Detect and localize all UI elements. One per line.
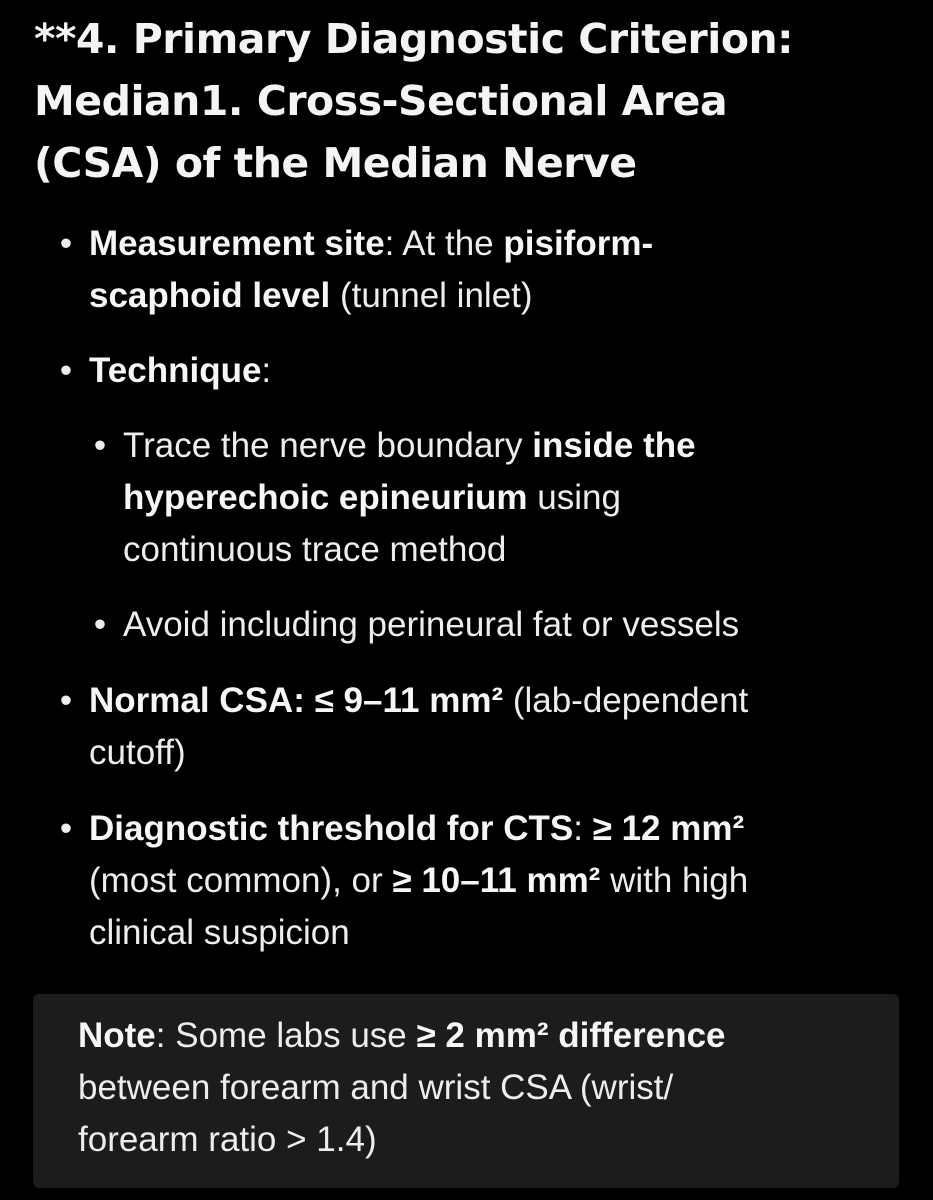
bullet-icon: • — [93, 605, 107, 644]
separator: : — [155, 1016, 176, 1055]
sub-item-trace — [93, 420, 913, 576]
bullet-icon: • — [59, 681, 73, 720]
threshold-text-3: clinical suspicion — [89, 913, 350, 952]
measurement-site-text-2: (tunnel inlet) — [330, 276, 533, 315]
trace-bold-2: hyperechoic epineurium — [123, 478, 528, 517]
note-label: Note — [78, 1016, 156, 1055]
list-item-normal-csa — [59, 675, 909, 779]
normal-csa-text-2: cutoff) — [89, 733, 186, 772]
threshold-text-2: with high — [600, 861, 749, 900]
measurement-site-bold-2: scaphoid level — [89, 276, 331, 315]
measurement-site-label: Measurement site — [89, 224, 385, 263]
bullet-icon: • — [93, 426, 107, 465]
threshold-text-1: (most common), or — [89, 861, 393, 900]
note-bold: ≥ 2 mm² difference — [416, 1016, 726, 1055]
bullet-icon: • — [59, 809, 73, 848]
measurement-site-bold: pisiform- — [503, 224, 654, 263]
trace-text-3: continuous trace method — [123, 530, 507, 569]
measurement-site-text: At the — [402, 224, 504, 263]
trace-text-2: using — [527, 478, 621, 517]
heading-line-2: Median1. Cross-Sectional Area — [34, 77, 728, 125]
separator: : — [384, 224, 403, 263]
note-text-1: Some labs use — [175, 1016, 417, 1055]
heading-line-3: (CSA) of the Median Nerve — [34, 139, 637, 187]
separator: : — [261, 351, 272, 390]
sub-item-avoid — [93, 599, 913, 651]
bullet-icon: • — [59, 224, 73, 263]
separator: : — [293, 681, 315, 720]
note-text-3: forearm ratio > 1.4) — [78, 1120, 377, 1159]
section-heading — [34, 8, 914, 194]
trace-bold-1: inside the — [532, 426, 696, 465]
avoid-text: Avoid including perineural fat or vessels — [123, 605, 740, 644]
threshold-value-1: ≥ 12 mm² — [592, 809, 745, 848]
threshold-label: Diagnostic threshold for CTS — [89, 809, 574, 848]
note-callout — [33, 994, 899, 1188]
note-text — [78, 1010, 878, 1166]
technique-label: Technique — [89, 351, 262, 390]
normal-csa-text: (lab-dependent — [503, 681, 749, 720]
heading-line-1: **4. Primary Diagnostic Criterion: — [34, 15, 794, 63]
bullet-icon: • — [59, 351, 73, 390]
trace-text: Trace the nerve boundary — [123, 426, 533, 465]
list-item-measurement-site — [59, 218, 909, 322]
normal-csa-label: Normal CSA — [89, 681, 294, 720]
separator: : — [573, 809, 593, 848]
list-item-diagnostic-threshold — [59, 803, 909, 959]
threshold-value-2: ≥ 10–11 mm² — [392, 861, 601, 900]
normal-csa-value: ≤ 9–11 mm² — [314, 681, 504, 720]
note-text-2: between forearm and wrist CSA (wrist/ — [78, 1068, 674, 1107]
list-item-technique — [59, 345, 909, 397]
